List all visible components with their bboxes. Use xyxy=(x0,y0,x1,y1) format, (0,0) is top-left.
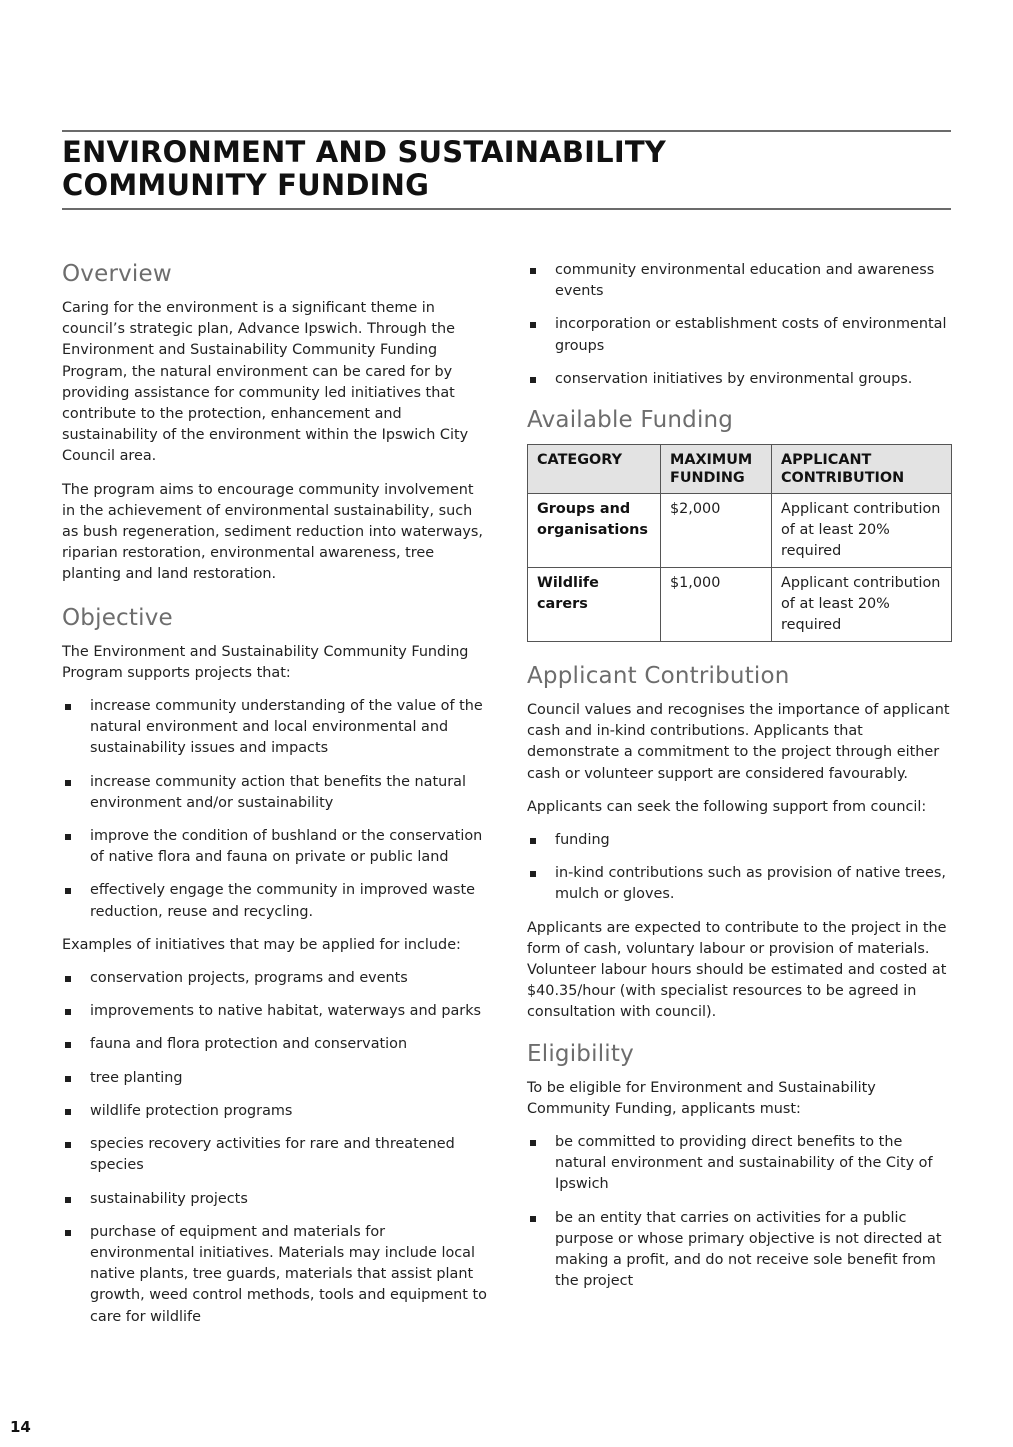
list-item: conservation projects, programs and events xyxy=(62,968,487,989)
objective-intro: The Environment and Sustainability Community Funding Program supports projects that: xyxy=(62,643,469,681)
bullet-icon xyxy=(65,888,71,894)
list-item: conservation initiatives by environmental groups. xyxy=(527,369,952,390)
page-title xyxy=(62,136,951,202)
overview-paragraph: Caring for the environment is a significant theme in council’s strategic plan, Advance Ipswich. Through the Environment and Sustainability Community Funding Program, the natural environment can be cared for by providing assistance for community led initiatives that contribute to the protection, enhancement and sustainability of the environment within the Ipswich City Council area. xyxy=(62,300,469,465)
applicant-contribution-section xyxy=(527,660,952,1024)
bullet-icon xyxy=(65,1197,71,1203)
column-header-maximum-funding: MAXIMUM FUNDING xyxy=(661,445,772,494)
bullet-icon xyxy=(65,1109,71,1115)
objective-heading: Objective xyxy=(62,604,173,631)
list-item: funding xyxy=(527,830,952,851)
applicant-contribution-paragraph: Applicants can seek the following support from council: xyxy=(527,798,927,815)
table-header-row xyxy=(528,445,952,494)
cell-category: Groups and organisations xyxy=(528,494,661,568)
list-item: be an entity that carries on activities for a public purpose or whose primary objective is not directed at making a profit, and do not receive sole benefit from the project xyxy=(527,1208,952,1293)
list-item: be committed to providing direct benefits to the natural environment and sustainability of the City of Ipswich xyxy=(527,1132,952,1196)
list-item: wildlife protection programs xyxy=(62,1101,487,1122)
list-item: improve the condition of bushland or the conservation of native flora and fauna on private or public land xyxy=(62,826,487,868)
list-item: increase community understanding of the value of the natural environment and local environmental and sustainability issues and impacts xyxy=(62,696,487,760)
cell-category: Wildlife carers xyxy=(528,568,661,642)
bullet-icon xyxy=(65,834,71,840)
title-top-rule xyxy=(62,130,951,132)
bullet-icon xyxy=(530,377,536,383)
bullet-icon xyxy=(530,838,536,844)
bullet-icon xyxy=(65,1042,71,1048)
list-item: incorporation or establishment costs of environmental groups xyxy=(527,314,952,356)
applicant-contribution-heading: Applicant Contribution xyxy=(527,663,790,690)
cell-max-funding: $1,000 xyxy=(661,568,772,642)
list-item: community environmental education and awareness events xyxy=(527,260,952,302)
bullet-icon xyxy=(65,976,71,982)
cell-contribution: Applicant contribution of at least 20% required xyxy=(772,568,952,642)
bullet-icon xyxy=(65,704,71,710)
funding-table xyxy=(527,444,952,642)
eligibility-heading: Eligibility xyxy=(527,1040,634,1067)
page-title-line-1: ENVIRONMENT AND SUSTAINABILITY xyxy=(62,135,667,169)
objective-list xyxy=(62,696,487,923)
eligibility-section xyxy=(527,1038,952,1293)
table-row xyxy=(528,494,952,568)
cell-contribution: Applicant contribution of at least 20% required xyxy=(772,494,952,568)
examples-list xyxy=(62,968,487,1328)
list-item: improvements to native habitat, waterways and parks xyxy=(62,1001,487,1022)
list-item: in-kind contributions such as provision of native trees, mulch or gloves. xyxy=(527,863,952,905)
list-item: increase community action that benefits the natural environment and/or sustainability xyxy=(62,772,487,814)
available-funding-heading: Available Funding xyxy=(527,407,734,434)
overview-paragraph: The program aims to encourage community involvement in the achievement of environmental sustainability, such as bush regeneration, sediment reduction into waterways, riparian restoration, environmental awareness, tree planting and land restoration. xyxy=(62,481,483,583)
bullet-icon xyxy=(530,322,536,328)
list-item: fauna and flora protection and conservation xyxy=(62,1034,487,1055)
eligibility-intro: To be eligible for Environment and Sustainability Community Funding, applicants must: xyxy=(527,1079,876,1117)
left-column xyxy=(62,258,487,1340)
right-column xyxy=(527,258,952,1304)
column-header-category: CATEGORY xyxy=(528,445,661,494)
list-item: purchase of equipment and materials for environmental initiatives. Materials may include local native plants, tree guards, materials that assist plant growth, weed control methods, tools and equipment to care for wildlife xyxy=(62,1222,487,1328)
bullet-icon xyxy=(65,1009,71,1015)
support-list xyxy=(527,830,952,906)
bullet-icon xyxy=(530,268,536,274)
bullet-icon xyxy=(530,871,536,877)
title-bottom-rule xyxy=(62,208,951,210)
bullet-icon xyxy=(65,1076,71,1082)
bullet-icon xyxy=(65,780,71,786)
page-title-line-2: COMMUNITY FUNDING xyxy=(62,168,430,202)
bullet-icon xyxy=(65,1230,71,1236)
list-item: effectively engage the community in improved waste reduction, reuse and recycling. xyxy=(62,880,487,922)
cell-max-funding: $2,000 xyxy=(661,494,772,568)
bullet-icon xyxy=(530,1140,536,1146)
eligibility-list xyxy=(527,1132,952,1292)
list-item: species recovery activities for rare and threatened species xyxy=(62,1134,487,1176)
bullet-icon xyxy=(530,1216,536,1222)
list-item: tree planting xyxy=(62,1068,487,1089)
overview-section xyxy=(62,258,487,586)
applicant-contribution-paragraph: Council values and recognises the importance of applicant cash and in-kind contributions. Applicants that demonstrate a commitment to the project through either cash or volunteer support are considered favourably. xyxy=(527,702,950,782)
page-number: 14 xyxy=(10,1418,31,1436)
table-row xyxy=(528,568,952,642)
column-header-applicant-contribution: APPLICANT CONTRIBUTION xyxy=(772,445,952,494)
objective-section xyxy=(62,602,487,1328)
applicant-contribution-paragraph: Applicants are expected to contribute to the project in the form of cash, voluntary labour or provision of materials. Volunteer labour hours should be estimated and costed at $40.35/hour (with specialist resources to be agreed in consultation with council). xyxy=(527,919,947,1021)
examples-intro: Examples of initiatives that may be applied for include: xyxy=(62,936,461,953)
examples-list-continued xyxy=(527,260,952,390)
available-funding-section xyxy=(527,404,952,642)
bullet-icon xyxy=(65,1142,71,1148)
overview-heading: Overview xyxy=(62,261,172,287)
list-item: sustainability projects xyxy=(62,1189,487,1210)
